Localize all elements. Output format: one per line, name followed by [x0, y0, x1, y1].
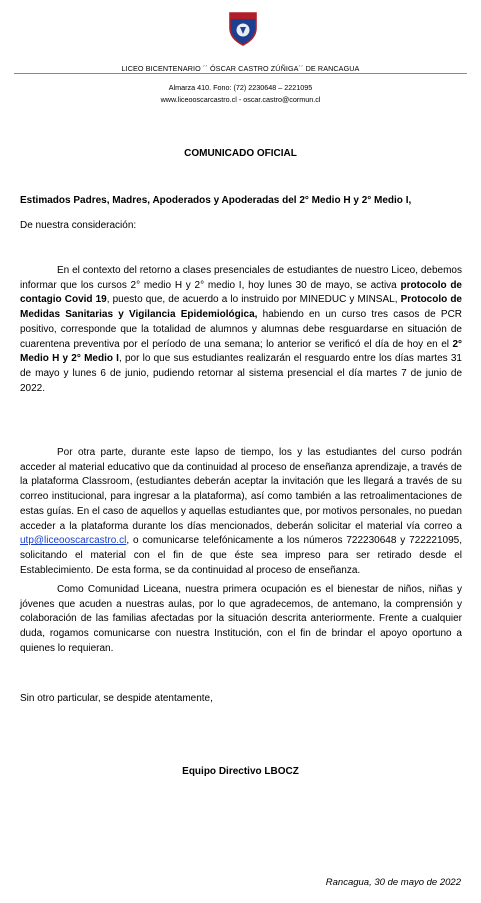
closing-line: Sin otro particular, se despide atentamente, — [20, 693, 213, 704]
p1-text-c: , puesto que, de acuerdo a lo instruido por MINEDUC y MINSAL, — [106, 294, 401, 306]
paragraph-community: Como Comunidad Liceana, nuestra primera ocupación es el bienestar de niños, niñas y jóvenes que acuden a nuestras aulas, por lo que agradecemos, de antemano, la comprensión y colaboración de las familias afectadas por la situación descrita anteriormente. Frente a cualquier duda, rogamos comunicarse con nuestra Institución, con el fin de brindar el apoyo oportuno a quienes lo requieran. — [20, 584, 462, 654]
document-date: Rancagua, 30 de mayo de 2022 — [325, 877, 461, 888]
signature: Equipo Directivo LBOCZ — [182, 766, 299, 777]
p1-text-a: En el contexto del retorno a clases presenciales de estudiantes de nuestro Liceo, debemos informar que los cursos 2° medio H y 2° medio I, hoy lunes 30 de mayo, se activa — [20, 265, 462, 291]
paragraph-material — [20, 446, 462, 578]
utp-email-link[interactable]: utp@liceooscarcastro.cl — [20, 535, 127, 547]
document-title: COMUNICADO OFICIAL — [184, 148, 297, 159]
school-crest-logo — [228, 10, 258, 46]
school-contact: www.liceooscarcastro.cl - oscar.castro@cormun.cl — [160, 95, 321, 104]
p1-text-e: habiendo en un curso tres casos de PCR positivo, corresponde que la totalidad de alumnos y alumnas debe resguardarse en situación de cuarentena preventiva por el período de una semana; lo anterior se verificó el día de hoy en el — [20, 309, 463, 350]
p2-text-a: Por otra parte, durante este lapso de tiempo, los y las estudiantes del curso podrán acceder al material educativo que da continuidad al proceso de enseñanza aprendizaje, a través de la plataforma Classroom, (estudiantes deberán aceptar la invitación que les llegará a través de su correo institucional, para ingresar a la plataforma), así como también a las retroalimentaciones de estas guías. En el caso de aquellos y aquellas estudiantes que, por motivos personales, no puedan acceder a la plataforma durante los días mencionados, deberán solicitar el material vía correo a — [20, 447, 462, 532]
school-name: LICEO BICENTENARIO ´´ ÓSCAR CASTRO ZÚÑIGA´´ DE RANCAGUA — [121, 64, 360, 73]
p2-text-b: , o comunicarse telefónicamente a los números 722230648 y 722221095, solicitando el material con el fin de que éste sea impreso para ser retirado desde el Establecimiento. De esta forma, se da continuidad al proceso de enseñanza. — [20, 535, 462, 576]
p1-courses-bold: 2° Medio H y 2° Medio I — [20, 338, 462, 365]
p1-protocol-bold: protocolo de contagio Covid 19 — [20, 279, 462, 306]
p1-text-g: , por lo que sus estudiantes realizarán el resguardo entre los días martes 31 de mayo y lunes 6 de junio, pudiendo retornar al sistema presencial el día martes 7 de junio de 2022. — [20, 353, 462, 394]
header-divider — [14, 73, 467, 74]
greeting: Estimados Padres, Madres, Apoderados y Apoderadas del 2° Medio H y 2° Medio I, — [20, 195, 412, 206]
paragraph-context — [20, 264, 462, 396]
school-address: Almarza 410. Fono: (72) 2230648 – 2221095 — [168, 83, 313, 92]
consideration-line: De nuestra consideración: — [20, 220, 137, 231]
p1-measures-bold: Protocolo de Medidas Sanitarias y Vigilancia Epidemiológica, — [20, 294, 462, 321]
